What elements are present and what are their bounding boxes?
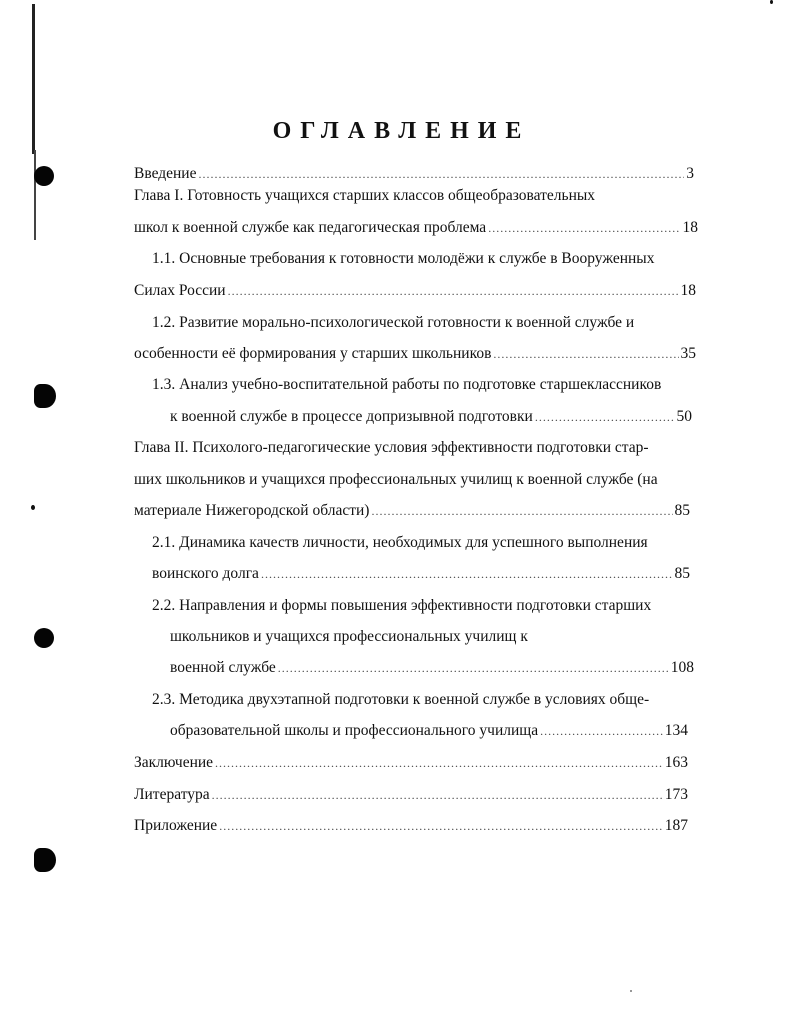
toc-entry-chapter-1-line-1[interactable]: Глава I. Готовность учащихся старших классов общеобразовательных [134, 187, 596, 204]
toc-entry-literature[interactable] [134, 785, 688, 807]
scan-margin-line [34, 150, 36, 240]
toc-page-number: 85 [674, 565, 690, 582]
toc-page-number: 108 [670, 659, 694, 676]
toc-entry-section-2-2-line-2[interactable]: школьников и учащихся профессиональных училищ к [170, 628, 528, 645]
toc-entry-text: материале Нижегородской области) [134, 502, 370, 519]
toc-entry-section-2-1-line-1[interactable]: 2.1. Динамика качеств личности, необходимых для успешного выполнения [152, 534, 648, 551]
toc-entry-section-1-1-line-1[interactable]: 1.1. Основные требования к готовности молодёжи к службе в Вооруженных [152, 250, 655, 267]
toc-entry-text: к военной службе в процессе допризывной подготовки [170, 408, 533, 425]
punch-hole-mark [34, 848, 56, 872]
toc-page-number: 187 [664, 817, 688, 834]
toc-page-number: 173 [664, 786, 688, 803]
toc-entry-chapter-2-line-2[interactable]: ших школьников и учащихся профессиональных училищ к военной службе (на [134, 471, 658, 488]
toc-page-number: 18 [682, 219, 698, 236]
toc-entry-text: школ к военной службе как педагогическая проблема [134, 219, 487, 236]
toc-entry-text: образовательной школы и профессионального училища [170, 722, 539, 739]
toc-entry-appendix[interactable] [134, 816, 688, 838]
toc-entry-section-1-3-line-1[interactable]: 1.3. Анализ учебно-воспитательной работы по подготовке старшеклассников [152, 376, 662, 393]
dot-leader [278, 658, 669, 678]
toc-entry-text: Приложение [134, 817, 218, 834]
punch-hole-mark [34, 628, 54, 648]
dot-leader [215, 753, 663, 773]
toc-page-number: 35 [680, 345, 696, 362]
toc-page-number: 18 [680, 282, 696, 299]
punch-hole-mark [34, 384, 56, 408]
toc-entry-section-1-3[interactable] [170, 407, 692, 429]
toc-entry-text: Литература [134, 786, 210, 803]
toc-entry-intro[interactable] [134, 164, 694, 186]
toc-page-number: 85 [674, 502, 690, 519]
toc-entry-text: военной службе [170, 659, 276, 676]
punch-hole-mark [34, 166, 54, 186]
page-title: ОГЛАВЛЕНИЕ [272, 118, 531, 144]
toc-entry-conclusion[interactable] [134, 753, 688, 775]
dot-leader [540, 721, 663, 741]
dot-leader [261, 564, 673, 584]
toc-entry-text: Заключение [134, 754, 214, 771]
dot-leader [198, 164, 684, 184]
toc-entry-section-1-2[interactable] [134, 344, 696, 366]
toc-entry-section-2-3-line-1[interactable]: 2.3. Методика двухэтапной подготовки к военной службе в условиях обще- [152, 691, 650, 708]
dot-leader [371, 501, 672, 521]
toc-entry-section-2-2-line-1[interactable]: 2.2. Направления и формы повышения эффективности подготовки старших [152, 597, 652, 614]
toc-entry-text: Введение [134, 165, 197, 182]
toc-entry-chapter-2-line-1[interactable]: Глава II. Психолого-педагогические условия эффективности подготовки стар- [134, 439, 649, 456]
dot-leader [212, 785, 663, 805]
toc-page-number: 50 [676, 408, 692, 425]
toc-entry-text: особенности её формирования у старших школьников [134, 345, 492, 362]
scan-speck [630, 990, 632, 992]
toc-entry-chapter-2[interactable] [134, 501, 690, 523]
dot-leader [228, 281, 679, 301]
dot-leader [535, 407, 675, 427]
dot-leader [493, 344, 678, 364]
toc-page-number: 3 [686, 165, 694, 182]
toc-entry-chapter-1[interactable] [134, 218, 698, 240]
toc-entry-section-1-2-line-1[interactable]: 1.2. Развитие морально-психологической готовности к военной службе и [152, 314, 635, 331]
scan-speck [770, 0, 773, 4]
toc-entry-section-1-1[interactable] [134, 281, 696, 303]
toc-entry-section-2-1[interactable] [152, 564, 690, 586]
toc-entry-section-2-2[interactable] [170, 658, 694, 680]
toc-entry-text: воинского долга [152, 565, 259, 582]
toc-page-number: 163 [664, 754, 688, 771]
scan-speck [31, 505, 35, 510]
dot-leader [219, 816, 663, 836]
toc-page-number: 134 [664, 722, 688, 739]
toc-entry-text: Силах России [134, 282, 226, 299]
dot-leader [488, 218, 680, 238]
toc-entry-section-2-3[interactable] [170, 721, 688, 743]
